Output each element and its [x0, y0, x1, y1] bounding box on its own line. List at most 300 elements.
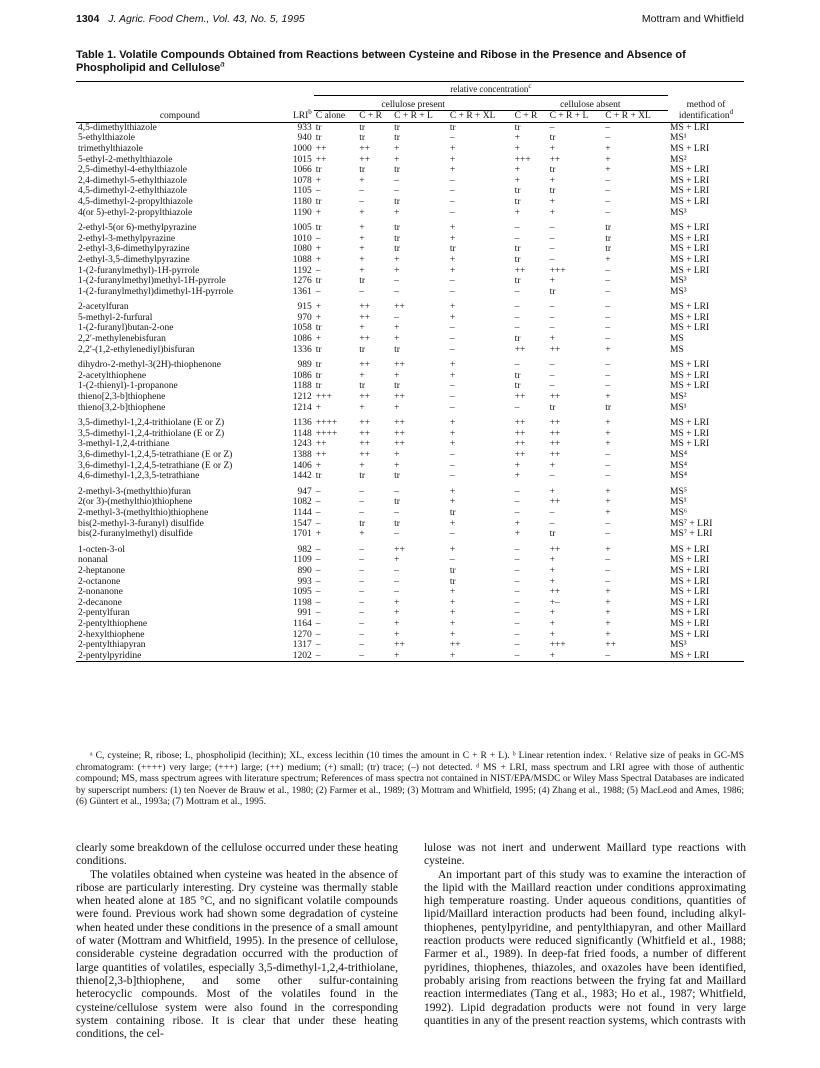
- compound-cell: 2,4-dimethyl-5-ethylthiazole: [78, 175, 187, 186]
- concentration-cell: –: [605, 276, 611, 287]
- compound-cell: 1-(2-furanylmethyl)-1H-pyrrole: [78, 265, 200, 276]
- table-row: [76, 371, 744, 382]
- concentration-cell: ++: [549, 344, 561, 355]
- concentration-cell: tr: [449, 122, 456, 133]
- lri-cell: 1078: [292, 175, 312, 186]
- concentration-cell: ++: [394, 428, 405, 439]
- compound-cell: 2,5-dimethyl-4-ethylthiazole: [78, 165, 187, 176]
- concentration-cell: +: [359, 323, 365, 334]
- concentration-cell: –: [514, 608, 520, 619]
- concentration-cell: –: [549, 254, 555, 265]
- concentration-cell: +: [449, 544, 456, 555]
- method-cell: MS + LRI: [670, 143, 710, 154]
- concentration-cell: –: [315, 576, 321, 587]
- method-cell: MS + LRI: [670, 265, 710, 276]
- concentration-cell: +: [605, 143, 611, 154]
- concentration-cell: +: [605, 439, 611, 450]
- method-cell: MS + LRI: [670, 650, 710, 661]
- concentration-cell: tr: [315, 360, 322, 371]
- table-row: [76, 122, 744, 133]
- concentration-cell: –: [394, 175, 399, 186]
- col-header: C alone: [315, 111, 346, 122]
- concentration-cell: –: [605, 302, 611, 313]
- concentration-cell: +: [359, 207, 365, 218]
- concentration-cell: –: [315, 618, 321, 629]
- lri-cell: 1105: [293, 186, 312, 197]
- concentration-cell: –: [605, 122, 611, 133]
- cellulose-present-header: cellulose present: [314, 95, 513, 111]
- concentration-cell: +: [449, 418, 456, 429]
- lri-cell: 1164: [293, 618, 312, 629]
- table-row: [76, 450, 744, 461]
- table-row: [76, 381, 744, 392]
- concentration-cell: +: [394, 265, 400, 276]
- concentration-cell: +: [549, 207, 555, 218]
- method-cell: MS + LRI: [670, 618, 710, 629]
- table-row: [76, 345, 744, 356]
- concentration-cell: ++: [549, 418, 561, 429]
- method-cell: MS⁷ + LRI: [670, 518, 713, 529]
- concentration-cell: ++: [514, 344, 526, 355]
- concentration-cell: –: [449, 207, 455, 218]
- concentration-cell: –: [449, 344, 455, 355]
- concentration-cell: +: [449, 518, 456, 529]
- compound-cell: 2-methyl-3-(methylthio)thiophene: [78, 507, 209, 518]
- concentration-cell: tr: [514, 122, 521, 133]
- concentration-cell: –: [514, 544, 520, 555]
- concentration-cell: +: [514, 133, 520, 144]
- concentration-cell: –: [605, 565, 611, 576]
- concentration-cell: +: [359, 244, 365, 255]
- table-row: [76, 392, 744, 403]
- concentration-cell: +: [394, 597, 400, 608]
- concentration-cell: –: [605, 460, 611, 471]
- concentration-cell: tr: [549, 286, 556, 297]
- concentration-cell: tr: [514, 244, 521, 255]
- col-header: C + R: [514, 111, 538, 122]
- concentration-cell: +: [549, 143, 555, 154]
- concentration-cell: +: [449, 587, 456, 598]
- table-row: [76, 244, 744, 255]
- concentration-cell: –: [315, 650, 321, 661]
- concentration-cell: tr: [449, 507, 456, 518]
- concentration-cell: ++: [549, 392, 561, 403]
- method-cell: MS³: [670, 286, 687, 297]
- table-row: [76, 133, 744, 144]
- method-cell: MS + LRI: [670, 360, 710, 371]
- concentration-cell: +: [514, 165, 520, 176]
- method-cell: MS + LRI: [670, 312, 710, 323]
- concentration-cell: +: [449, 486, 456, 497]
- concentration-cell: ++: [549, 439, 561, 450]
- concentration-cell: tr: [549, 529, 556, 540]
- concentration-cell: ++: [394, 439, 405, 450]
- concentration-cell: +: [359, 233, 365, 244]
- concentration-cell: –: [394, 186, 399, 197]
- concentration-cell: tr: [549, 186, 556, 197]
- concentration-cell: +: [315, 529, 322, 540]
- concentration-cell: +: [359, 402, 365, 413]
- table-row: [76, 566, 744, 577]
- relative-concentration-header: relative concentration$^c$: [314, 82, 668, 96]
- concentration-cell: –: [359, 497, 364, 508]
- concentration-cell: –: [549, 507, 555, 518]
- concentration-cell: –: [549, 323, 555, 334]
- compound-cell: thieno[3,2-b]thiophene: [78, 402, 166, 413]
- concentration-cell: +: [605, 597, 611, 608]
- concentration-cell: tr: [514, 334, 521, 345]
- running-authors: Mottram and Whitfield: [641, 13, 744, 25]
- concentration-cell: +: [549, 629, 555, 640]
- concentration-cell: +: [394, 323, 400, 334]
- concentration-cell: –: [514, 486, 520, 497]
- concentration-cell: tr: [359, 133, 366, 144]
- concentration-cell: +: [514, 207, 520, 218]
- concentration-cell: +: [359, 223, 365, 234]
- compound-cell: 2-hexylthiophene: [78, 629, 145, 640]
- concentration-cell: –: [449, 276, 455, 287]
- table-row: [76, 497, 744, 508]
- lri-cell: 933: [297, 122, 312, 133]
- concentration-cell: +: [394, 460, 400, 471]
- concentration-cell: tr: [514, 276, 521, 287]
- lri-cell: 940: [297, 133, 312, 144]
- body-column-left: [76, 842, 398, 1041]
- concentration-cell: +: [394, 555, 400, 566]
- concentration-cell: +: [449, 312, 456, 323]
- concentration-cell: +: [605, 544, 611, 555]
- concentration-cell: ++: [315, 154, 327, 165]
- col-header: C + R + L: [549, 111, 589, 122]
- concentration-cell: +: [605, 165, 611, 176]
- concentration-cell: –: [605, 312, 611, 323]
- concentration-cell: +: [605, 344, 611, 355]
- method-cell: MS + LRI: [670, 544, 710, 555]
- concentration-cell: ++: [359, 334, 370, 345]
- concentration-cell: –: [605, 175, 611, 186]
- table-row: [76, 508, 744, 519]
- concentration-cell: –: [315, 640, 321, 651]
- concentration-cell: –: [605, 133, 611, 144]
- concentration-cell: –: [449, 529, 455, 540]
- method-cell: MS¹: [670, 133, 687, 144]
- concentration-cell: +: [449, 254, 456, 265]
- method-cell: MS + LRI: [670, 122, 710, 133]
- concentration-cell: –: [394, 486, 399, 497]
- volatile-compounds-table: [76, 81, 744, 662]
- concentration-cell: –: [359, 186, 364, 197]
- concentration-cell: –: [394, 312, 399, 323]
- col-header: C + R + L: [394, 111, 433, 122]
- concentration-cell: –: [605, 265, 611, 276]
- concentration-cell: +: [359, 370, 365, 381]
- method-cell: MS + LRI: [670, 196, 710, 207]
- concentration-cell: –: [315, 286, 321, 297]
- concentration-cell: –: [359, 629, 364, 640]
- compound-cell: 3,6-dimethyl-1,2,4,5-tetrathiane (E or Z): [78, 450, 233, 460]
- concentration-cell: –: [394, 286, 399, 297]
- concentration-cell: –: [514, 597, 520, 608]
- concentration-cell: +: [449, 618, 456, 629]
- concentration-cell: tr: [514, 381, 521, 392]
- concentration-cell: –: [449, 450, 455, 460]
- compound-cell: 2-octanone: [78, 576, 121, 587]
- concentration-cell: –: [605, 518, 611, 529]
- compound-cell: 2-decanone: [78, 597, 122, 608]
- table-row: [76, 598, 744, 609]
- table-caption-text: Table 1. Volatile Compounds Obtained from Reactions between Cysteine and Ribose in the Presence and Absence of Phospholipid and Cellulose: [76, 49, 686, 74]
- concentration-cell: –: [449, 392, 455, 403]
- concentration-cell: ++: [359, 154, 370, 165]
- compound-cell: 2-methyl-3-(methylthio)furan: [78, 486, 191, 497]
- concentration-cell: +: [449, 165, 456, 176]
- concentration-cell: ++: [315, 439, 327, 450]
- concentration-cell: –: [514, 302, 520, 313]
- concentration-cell: –: [514, 565, 520, 576]
- table-row: [76, 471, 744, 482]
- concentration-cell: –: [359, 196, 364, 207]
- concentration-cell: –: [514, 640, 520, 651]
- method-cell: MS⁴: [670, 460, 688, 471]
- concentration-cell: –: [605, 323, 611, 334]
- concentration-cell: ++: [514, 265, 526, 276]
- method-cell: MS³: [670, 207, 687, 218]
- concentration-cell: tr: [359, 276, 366, 287]
- concentration-cell: –: [315, 555, 321, 566]
- header-row-2: [76, 95, 744, 111]
- lri-cell: 1202: [292, 650, 312, 661]
- concentration-cell: ++: [394, 640, 405, 651]
- paragraph: The volatiles obtained when cysteine was heated in the absence of ribose are particularly interesting. Dry cysteine was thermally stable when heated alone at 185 °C, and no significant volatile compounds were found. Previous work had shown some degradation of cysteine when heated under these conditions in the presence of a small amount of water (Mottram and Whitfield, 1995). In the presence of cellulose, considerable cysteine degradation occurred with the production of large quantities of volatiles, especially 3,5-dimethyl-1,2,4-trithiolane, thieno[2,3-b]thiophene, and some other sulfur-containing heterocyclic compounds. Most of the volatiles found in the cysteine/cellulose system were also found in the corresponding system containing ribose. It is clear that under these heating conditions, the cel-: [76, 868, 398, 1041]
- body-column-right: [424, 842, 746, 1028]
- method-cell: MS + LRI: [670, 428, 710, 439]
- method-cell: MS²: [670, 154, 687, 165]
- concentration-cell: ++: [359, 360, 370, 371]
- method-cell: MS²: [670, 392, 687, 403]
- lri-cell: 1136: [293, 418, 312, 429]
- concentration-cell: +: [359, 460, 365, 471]
- concentration-cell: ++: [359, 143, 370, 154]
- concentration-cell: –: [514, 618, 520, 629]
- concentration-cell: –: [514, 587, 520, 598]
- compound-cell: 2-pentylthiapyran: [78, 640, 146, 651]
- concentration-cell: +: [315, 302, 322, 313]
- compound-cell: 2-ethyl-5(or 6)-methylpyrazine: [78, 223, 197, 234]
- table-row: [76, 297, 744, 313]
- concentration-cell: –: [315, 544, 321, 555]
- concentration-cell: ++: [315, 450, 327, 460]
- concentration-cell: +: [605, 608, 611, 619]
- compound-cell: thieno[2,3-b]thiophene: [78, 392, 166, 403]
- compound-header: compound: [159, 111, 200, 122]
- concentration-cell: +: [394, 618, 400, 629]
- compound-cell: 1-octen-3-ol: [78, 544, 125, 555]
- concentration-cell: –: [605, 286, 611, 297]
- concentration-cell: –: [449, 555, 455, 566]
- lri-cell: 1276: [292, 276, 312, 287]
- method-cell: MS⁴: [670, 450, 688, 460]
- method-cell: MS¹: [670, 402, 687, 413]
- compound-cell: 2,2′-methylenebisfuran: [78, 334, 166, 345]
- concentration-cell: +: [549, 650, 555, 661]
- concentration-cell: –: [359, 486, 364, 497]
- method-cell: MS⁶: [670, 507, 688, 518]
- concentration-cell: –: [359, 597, 364, 608]
- table-caption: [76, 49, 744, 75]
- compound-cell: 2-pentylpyridine: [78, 650, 142, 661]
- lri-cell: 1336: [292, 344, 312, 355]
- compound-cell: 2,2′-(1,2-ethylenediyl)bisfuran: [78, 344, 195, 355]
- concentration-cell: –: [394, 276, 399, 287]
- concentration-cell: +: [315, 244, 322, 255]
- concentration-cell: –: [549, 518, 555, 529]
- lri-cell: 1180: [293, 196, 312, 207]
- compound-cell: 3,6-dimethyl-1,2,4,5-tetrathiane (E or Z): [78, 460, 233, 471]
- compound-cell: 2-ethyl-3-methylpyrazine: [78, 233, 176, 244]
- concentration-cell: +: [394, 143, 400, 154]
- caption-footnote-mark: a: [220, 59, 225, 69]
- concentration-cell: +: [605, 428, 611, 439]
- concentration-cell: tr: [394, 122, 400, 133]
- concentration-cell: tr: [359, 344, 366, 355]
- compound-cell: 1-(2-furanylmethyl)methyl-1H-pyrrole: [78, 276, 226, 287]
- table-row: [76, 255, 744, 266]
- concentration-cell: +: [514, 518, 520, 529]
- concentration-cell: –: [315, 186, 321, 197]
- running-header: [76, 13, 744, 27]
- concentration-cell: tr: [449, 244, 456, 255]
- concentration-cell: –: [449, 323, 455, 334]
- lri-cell: 1442: [292, 471, 312, 482]
- concentration-cell: +: [549, 555, 555, 566]
- concentration-cell: –: [449, 175, 455, 186]
- compound-cell: 5-methyl-2-furfural: [78, 312, 153, 323]
- method-cell: MS + LRI: [670, 323, 710, 334]
- method-cell: MS + LRI: [670, 254, 710, 265]
- compound-cell: 1-(2-furanylmethyl)dimethyl-1H-pyrrole: [78, 286, 234, 297]
- lri-cell: 1109: [293, 555, 312, 566]
- concentration-cell: ++: [359, 312, 370, 323]
- method-cell: MS + LRI: [670, 233, 710, 244]
- concentration-cell: tr: [315, 223, 322, 234]
- concentration-cell: ++: [394, 360, 405, 371]
- table-row: [76, 555, 744, 566]
- table-row: [76, 355, 744, 371]
- compound-cell: 5-ethylthiazole: [78, 133, 135, 144]
- concentration-cell: tr: [315, 276, 322, 287]
- concentration-cell: –: [315, 265, 321, 276]
- concentration-cell: –: [359, 650, 364, 661]
- concentration-cell: –: [549, 471, 555, 482]
- concentration-cell: tr: [359, 381, 366, 392]
- lri-cell: 1388: [292, 450, 312, 460]
- concentration-cell: tr: [394, 165, 400, 176]
- concentration-cell: ++: [394, 392, 405, 403]
- concentration-cell: –: [394, 576, 399, 587]
- concentration-cell: +: [359, 529, 365, 540]
- concentration-cell: –: [514, 650, 520, 661]
- concentration-cell: –: [394, 529, 399, 540]
- table-row: [76, 640, 744, 651]
- concentration-cell: +: [514, 143, 520, 154]
- lri-cell: 1080: [292, 244, 312, 255]
- compound-cell: nonanal: [78, 555, 109, 566]
- table-row: [76, 439, 744, 450]
- concentration-cell: –: [514, 360, 520, 371]
- concentration-cell: +: [394, 334, 400, 345]
- compound-cell: 2-nonanone: [78, 587, 123, 598]
- concentration-cell: +++: [315, 392, 332, 403]
- concentration-cell: +: [605, 154, 611, 165]
- table-row: [76, 519, 744, 530]
- concentration-cell: +: [514, 175, 520, 186]
- concentration-cell: +–: [549, 597, 560, 608]
- concentration-cell: +: [449, 439, 456, 450]
- concentration-cell: –: [514, 629, 520, 640]
- concentration-cell: –: [359, 565, 364, 576]
- compound-cell: 4,5-dimethyl-2-propylthiazole: [78, 196, 193, 207]
- method-cell: MS + LRI: [670, 565, 710, 576]
- lri-cell: 1088: [292, 254, 312, 265]
- concentration-cell: +: [549, 460, 555, 471]
- concentration-cell: +: [394, 254, 400, 265]
- concentration-cell: tr: [514, 186, 521, 197]
- concentration-cell: –: [359, 544, 364, 555]
- lri-cell: 991: [297, 608, 312, 619]
- method-cell: MS + LRI: [670, 370, 710, 381]
- concentration-cell: –: [449, 381, 455, 392]
- concentration-cell: tr: [605, 402, 612, 413]
- lri-cell: 1148: [293, 428, 312, 439]
- concentration-cell: –: [449, 186, 455, 197]
- concentration-cell: ++++: [315, 418, 338, 429]
- concentration-cell: –: [315, 233, 321, 244]
- concentration-cell: +: [394, 650, 400, 661]
- paragraph: clearly some breakdown of the cellulose occurred under these heating conditions.: [76, 842, 398, 868]
- concentration-cell: –: [315, 597, 321, 608]
- concentration-cell: tr: [394, 223, 400, 234]
- concentration-cell: +: [394, 154, 400, 165]
- table-row: [76, 429, 744, 440]
- method-cell: MS¹: [670, 497, 687, 508]
- method-cell: MS + LRI: [670, 165, 710, 176]
- concentration-cell: ++: [549, 450, 561, 460]
- concentration-cell: +: [449, 265, 456, 276]
- table-row: [76, 276, 744, 287]
- table-row: [76, 529, 744, 540]
- table-row: [76, 176, 744, 187]
- concentration-cell: –: [449, 402, 455, 413]
- concentration-cell: –: [315, 629, 321, 640]
- method-cell: MS + LRI: [670, 597, 710, 608]
- concentration-cell: tr: [549, 402, 556, 413]
- lri-cell: 1243: [292, 439, 312, 450]
- concentration-cell: ++: [514, 450, 526, 460]
- concentration-cell: –: [514, 233, 520, 244]
- concentration-cell: +: [315, 334, 322, 345]
- concentration-cell: ++: [359, 450, 370, 460]
- concentration-cell: –: [514, 576, 520, 587]
- table-body: [76, 122, 744, 662]
- table-row: [76, 403, 744, 414]
- table-row: [76, 197, 744, 208]
- concentration-cell: +: [605, 486, 611, 497]
- concentration-cell: tr: [359, 122, 366, 133]
- concentration-cell: +: [394, 207, 400, 218]
- lri-cell: 915: [297, 302, 312, 313]
- concentration-cell: tr: [394, 133, 400, 144]
- concentration-cell: –: [449, 286, 455, 297]
